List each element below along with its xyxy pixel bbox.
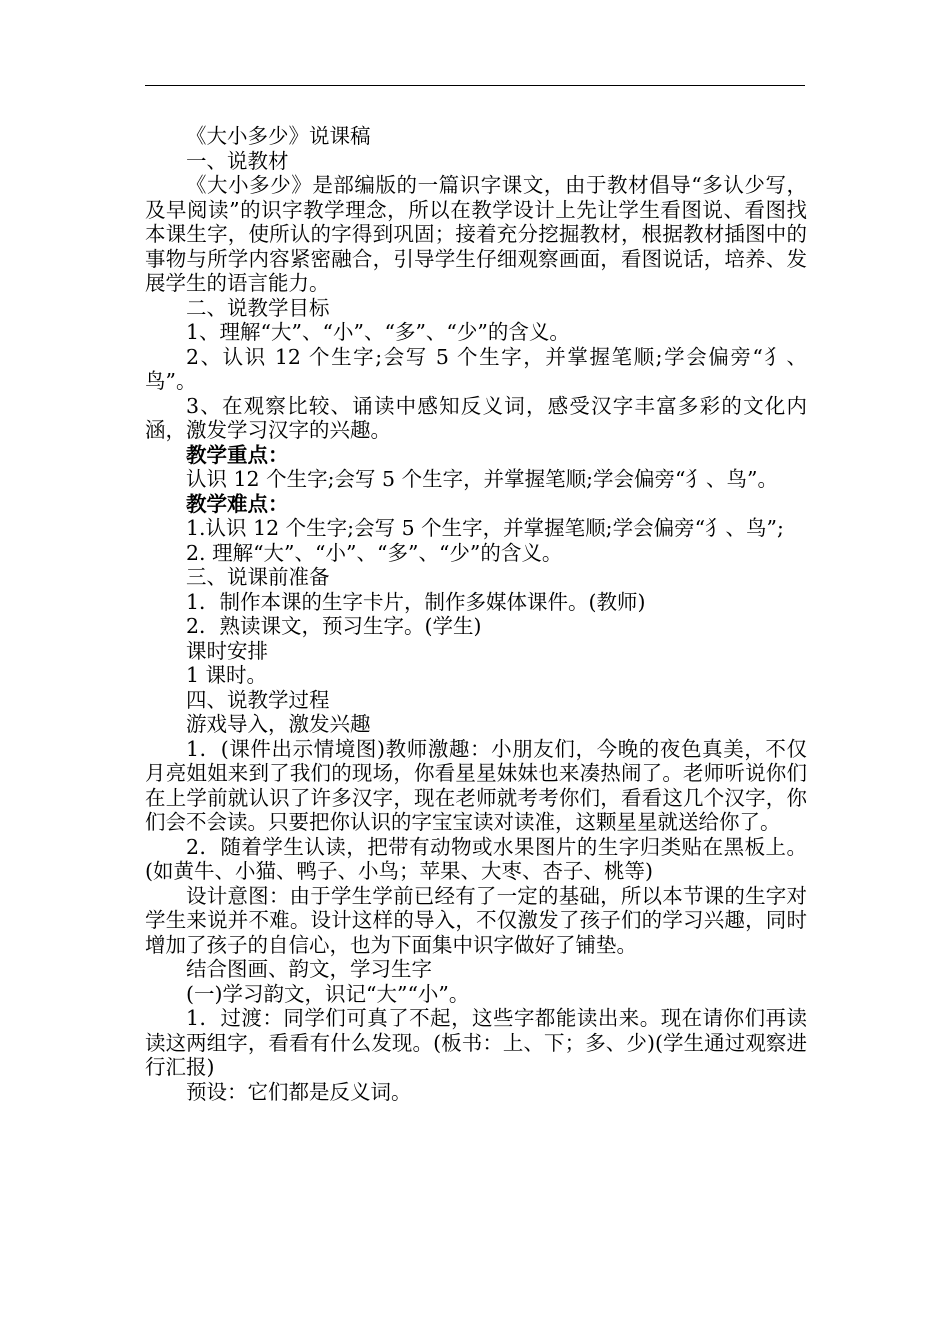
bold-heading: 教学难点：	[186, 491, 289, 516]
list-item: 2. 理解“大”、“小”、“多”、“少”的含义。	[186, 540, 563, 565]
list-item: 1．过渡：同学们可真了不起，这些字都能读出来。现在请你们再读读这两组字，看看有什么发现。(板书：上、下；多、少)(学生通过观察进行汇报)	[145, 1006, 807, 1079]
subheading: 结合图画、韵文，学习生字	[186, 957, 432, 981]
document-title: 《大小多少》说课稿	[186, 124, 371, 148]
subheading: (一)学习韵文，识记“大”“小”。	[186, 981, 470, 1006]
subheading: 游戏导入，激发兴趣	[186, 712, 371, 736]
section-heading: 一、说教材	[186, 148, 289, 173]
list-item: 2、认识 12 个生字;会写 5 个生字，并掌握笔顺;学会偏旁“犭、鸟”。	[145, 344, 807, 393]
document-body	[145, 124, 807, 1104]
list-item: 1．(课件出示情境图)教师激趣：小朋友们，今晚的夜色真美，不仅月亮姐姐来到了我们的现场，你看星星妹妹也来凑热闹了。老师听说你们在上学前就认识了许多汉字，现在老师就考考你们，看看这几个汉字，你们会不会读。只要把你认识的字宝宝读对读准，这颗星星就送给你了。	[145, 736, 807, 834]
bold-heading: 教学重点：	[186, 442, 289, 467]
list-item: 1、理解“大”、“小”、“多”、“少”的含义。	[186, 320, 570, 344]
list-item: 1.认识 12 个生字;会写 5 个生字，并掌握笔顺;学会偏旁“犭、鸟”;	[186, 516, 784, 540]
subheading: 课时安排	[186, 638, 268, 663]
list-item: 3、在观察比较、诵读中感知反义词，感受汉字丰富多彩的文化内涵，激发学习汉字的兴趣。	[145, 393, 807, 442]
list-item: 1．制作本课的生字卡片，制作多媒体课件。(教师)	[186, 589, 646, 614]
section-heading: 四、说教学过程	[186, 687, 330, 712]
header-rule	[145, 85, 805, 86]
list-item: 2．熟读课文，预习生字。(学生)	[186, 614, 482, 638]
paragraph: 认识 12 个生字;会写 5 个生字，并掌握笔顺;学会偏旁“犭、鸟”。	[186, 467, 778, 491]
section-heading: 二、说教学目标	[186, 295, 330, 320]
paragraph: 《大小多少》是部编版的一篇识字课文，由于教材倡导“多认少写，及早阅读”的识字教学理念，所以在教学设计上先让学生看图说、看图找本课生字，使所认的字得到巩固；接着充分挖掘教材，根据教材插图中的事物与所学内容紧密融合，引导学生仔细观察画面，看图说话，培养、发展学生的语言能力。	[145, 173, 807, 295]
section-heading: 三、说课前准备	[186, 565, 330, 589]
paragraph: 预设：它们都是反义词。	[186, 1079, 412, 1104]
paragraph: 设计意图：由于学生学前已经有了一定的基础，所以本节课的生字对学生来说并不难。设计这样的导入，不仅激发了孩子们的学习兴趣，同时增加了孩子的自信心，也为下面集中识字做好了铺垫。	[145, 883, 807, 957]
paragraph: 1 课时。	[186, 663, 268, 687]
list-item: 2．随着学生认读，把带有动物或水果图片的生字归类贴在黑板上。(如黄牛、小猫、鸭子、小鸟；苹果、大枣、杏子、桃等)	[145, 834, 807, 883]
